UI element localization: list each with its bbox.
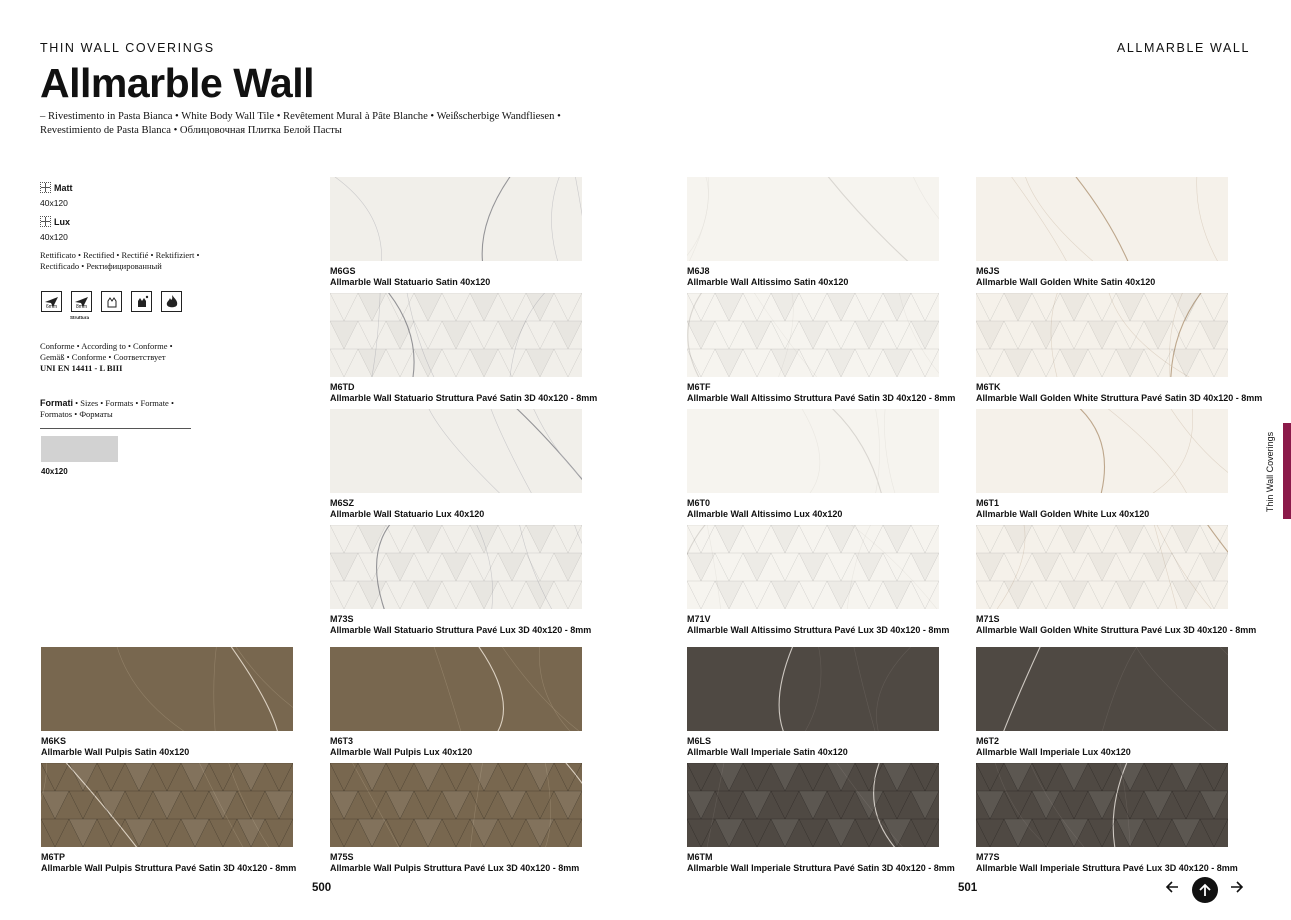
format-swatch (41, 436, 118, 462)
tile-name: Allmarble Wall Imperiale Satin 40x120 (687, 747, 848, 757)
tile-image[interactable] (330, 525, 582, 609)
tile-image[interactable] (976, 177, 1228, 261)
conformity-line-1: Conforme • According to • Conforme • (40, 341, 173, 351)
finish-size: 40x120 (40, 198, 68, 208)
tile-image[interactable] (976, 763, 1228, 847)
tile-code: M6KS (41, 736, 67, 746)
tile-image[interactable] (976, 409, 1228, 493)
finish-name: Lux (54, 217, 71, 227)
rectified-note (40, 250, 199, 272)
arrow-up-icon[interactable] (1192, 877, 1218, 903)
tile-name: Allmarble Wall Statuario Lux 40x120 (330, 509, 485, 519)
tile-code: M6T3 (330, 736, 354, 746)
tile-image[interactable] (687, 647, 939, 731)
tile-code: M6JS (976, 266, 1000, 276)
tile-name: Allmarble Wall Statuario Struttura Pavé Lux 3D 40x120 - 8mm (330, 625, 592, 635)
tile-image[interactable] (687, 177, 939, 261)
tile-image[interactable] (330, 293, 582, 377)
finish-matt (40, 178, 73, 208)
tile-code: M6LS (687, 736, 712, 746)
tile-code: M6T0 (687, 498, 711, 508)
fire-icon (161, 291, 182, 312)
tile-image[interactable] (330, 763, 582, 847)
tile-name: Allmarble Wall Imperiale Struttura Pavé Lux 3D 40x120 - 8mm (976, 863, 1238, 873)
finish-name: Matt (54, 183, 73, 193)
page-title: Allmarble Wall (40, 60, 314, 106)
standard-code: UNI EN 14411 - L BIII (40, 363, 123, 373)
section-label-right: ALLMARBLE WALL (1116, 41, 1250, 55)
icon-label: 6mm (45, 304, 58, 310)
tile-name: Allmarble Wall Golden White Lux 40x120 (976, 509, 1150, 519)
tile-code: M6TP (41, 852, 66, 862)
formats-rest: • Sizes • Formats • Formate • (73, 398, 174, 408)
tile-name: Allmarble Wall Golden White Satin 40x120 (976, 277, 1156, 287)
tile-name: Allmarble Wall Imperiale Struttura Pavé Satin 3D 40x120 - 8mm (687, 863, 955, 873)
rectified-line-1: Rettificato • Rectified • Rectifié • Rektifiziert • (40, 250, 200, 260)
subtitle-line-2: Revestimiento de Pasta Blanca • Облицовочная Плитка Белой Пасты (40, 125, 342, 136)
tile-code: M6SZ (330, 498, 355, 508)
tile-name: Allmarble Wall Statuario Satin 40x120 (330, 277, 491, 287)
divider (40, 428, 191, 429)
tile-name: Allmarble Wall Pulpis Satin 40x120 (41, 747, 190, 757)
tile-image[interactable] (41, 647, 293, 731)
tile-image[interactable] (41, 763, 293, 847)
tile-name: Allmarble Wall Altissimo Lux 40x120 (687, 509, 843, 519)
tile-image[interactable] (687, 763, 939, 847)
finish-glyph-icon (40, 216, 51, 227)
formats-note (40, 398, 174, 420)
formats-line-2: Formatos • Форматы (40, 409, 113, 419)
tile-code: M71S (976, 614, 1000, 624)
tile-name: Allmarble Wall Imperiale Lux 40x120 (976, 747, 1131, 757)
tile-code: M6T2 (976, 736, 1000, 746)
tile-code: M6TD (330, 382, 355, 392)
subtitle (40, 110, 600, 138)
tile-name: Allmarble Wall Pulpis Struttura Pavé Lux 3D 40x120 - 8mm (330, 863, 580, 873)
format-size-label: 40x120 (41, 467, 68, 476)
tile-code: M73S (330, 614, 354, 624)
tile-code: M6T1 (976, 498, 1000, 508)
conformity-note (40, 341, 173, 374)
tile-code: M75S (330, 852, 354, 862)
tile-image[interactable] (330, 409, 582, 493)
finish-lux (40, 212, 70, 242)
tile-image[interactable] (976, 525, 1228, 609)
tile-name: Allmarble Wall Altissimo Struttura Pavé Lux 3D 40x120 - 8mm (687, 625, 950, 635)
finish-size: 40x120 (40, 232, 68, 242)
tile-code: M6TF (687, 382, 711, 392)
tile-code: M6GS (330, 266, 356, 276)
section-label-left: THIN WALL COVERINGS (40, 41, 215, 55)
tile-name: Allmarble Wall Pulpis Lux 40x120 (330, 747, 473, 757)
tile-code: M71V (687, 614, 711, 624)
tile-code: M6TM (687, 852, 713, 862)
tile-image[interactable] (687, 293, 939, 377)
icon-label: 8mm (75, 304, 88, 310)
subtitle-line-1: – Rivestimento in Pasta Bianca • White Body Wall Tile • Revêtement Mural à Pâte Blanche • Weißscherbige Wandfliesen • (40, 111, 561, 122)
page-number-left: 500 (312, 882, 332, 894)
conformity-line-2: Gemäß • Conforme • Соответствует (40, 352, 166, 362)
tile-image[interactable] (687, 525, 939, 609)
hand-stain-icon (131, 291, 152, 312)
tile-image[interactable] (687, 409, 939, 493)
side-tab-label: Thin Wall Coverings (1265, 431, 1276, 513)
tile-name: Allmarble Wall Statuario Struttura Pavé Satin 3D 40x120 - 8mm (330, 393, 598, 403)
tile-code: M77S (976, 852, 1000, 862)
tile-image[interactable] (976, 647, 1228, 731)
tile-name: Allmarble Wall Pulpis Struttura Pavé Satin 3D 40x120 - 8mm (41, 863, 297, 873)
formats-bold: Formati (40, 398, 74, 408)
tile-image[interactable] (976, 293, 1228, 377)
arrow-left-icon[interactable] (1165, 880, 1179, 899)
tile-image[interactable] (330, 177, 582, 261)
tile-name: Allmarble Wall Golden White Struttura Pavé Lux 3D 40x120 - 8mm (976, 625, 1257, 635)
tile-name: Allmarble Wall Altissimo Struttura Pavé Satin 3D 40x120 - 8mm (687, 393, 956, 403)
tile-name: Allmarble Wall Golden White Struttura Pavé Satin 3D 40x120 - 8mm (976, 393, 1263, 403)
tile-code: M6J8 (687, 266, 710, 276)
finish-glyph-icon (40, 182, 51, 193)
page-number-right: 501 (958, 882, 978, 894)
side-tab-marker (1283, 423, 1291, 519)
tile-image[interactable] (330, 647, 582, 731)
rectified-line-2: Rectificado • Ректифицированный (40, 261, 162, 271)
struttura-label: Struttura (70, 315, 89, 320)
hand-icon (101, 291, 122, 312)
tile-name: Allmarble Wall Altissimo Satin 40x120 (687, 277, 849, 287)
arrow-right-icon[interactable] (1230, 880, 1244, 899)
tile-code: M6TK (976, 382, 1001, 392)
